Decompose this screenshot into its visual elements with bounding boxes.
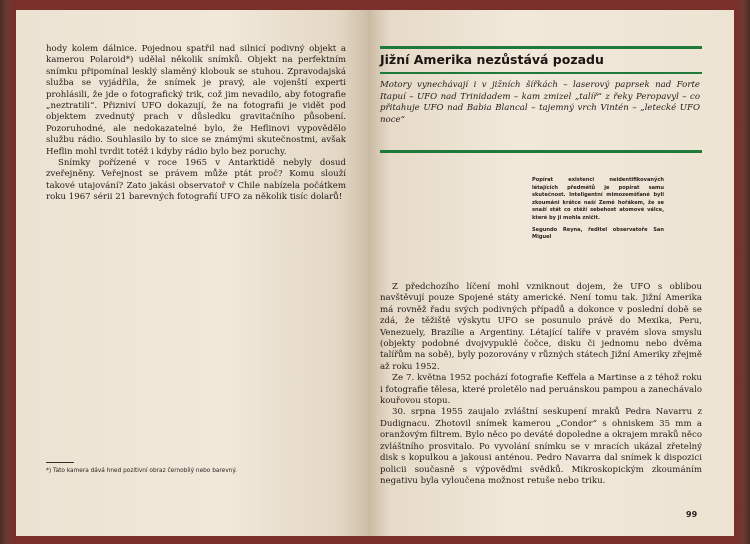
left-paragraph-1: hody kolem dálnice. Pojednou spatřil nad silnicí podivný objekt a kamerou Polaroid*) udělal několik snímků. Objekt na perfektním snímku připomínal lesklý slaměný klobouk se stuhou. Zpravodajská služba se vyjádřila, že snímek je pravý, ale vojenští experti prohlásili, že jde o fotografický trik, což jim nevadilo, aby fotografie „neztratili“. Přizniví UFO dokazují, že na fotografii je vidět pod objektem zvednutý prach v důsledku gravitačního působení. Pozoruhodné, ale nedokazatelné bylo, že Heflinovi vypovědělo službu rádio. Souhlasilo by to sice se známými skutečnostmi, avšak Heflin mohl tvrdit totéž i kdyby rádio bylo bez poruchy. xyxy=(46,44,346,157)
footnote: *) Tato kamera dává hned pozitivní obraz černobílý nebo barevný. xyxy=(46,468,237,474)
footnote-divider xyxy=(46,462,74,463)
page-number: 99 xyxy=(686,510,698,519)
right-paragraph-3: 30. srpna 1955 zaujalo zvláštní seskupení mraků Pedra Navarru z Dudignacu. Zhotovil snímek kamerou „Condor“ s ohniskem 35 mm a oranžovým filtrem. Bylo něco po deváté dopoledne a okrajem mraků něco zvláštního prosvitalo. Po vyvolání snímku se v mracích ukázal zřetelný disk s kopulkou a jakousi anténou. Pedro Navarra dal snímek k dispozici policii současně s výpověďmi svědků. Mikroskopickým zkoumáním negativu byla vyloučena možnost retuše nebo triku. xyxy=(380,407,702,486)
right-paragraph-2: Ze 7. května 1952 pochází fotografie Keffela a Martinse a z téhož roku i fotografie tělesa, které proletělo nad peruánskou pampou a zanechávalo kouřovou stopu. xyxy=(380,373,702,407)
epigraph xyxy=(532,177,664,242)
right-body-text xyxy=(380,282,702,487)
right-page xyxy=(368,10,734,536)
left-body-text xyxy=(46,44,346,204)
left-page xyxy=(16,10,368,536)
top-green-rule xyxy=(380,46,702,49)
epigraph-text: Popírat existenci neidentifikovaných létajících předmětů je popírat samu skutečnost. Inteligentní mimozemšťané byli zkoumáni krátce naší Země hořákem, že se snaží stát co stěží sebehost atomové válce, které by ji mohla zničit. xyxy=(532,177,664,221)
bottom-green-rule xyxy=(380,150,702,153)
right-paragraph-1: Z předchozího líčení mohl vzniknout dojem, že UFO s oblibou navštěvují pouze Spojené státy americké. Není tomu tak. Jižní Amerika má rovněž řadu svých podivných případů a dokonce v poslední době se zdá, že těžiště výskytu UFO se posunulo právě do Mexika, Peru, Venezuely, Brazílie a Argentiny. Létající talíře v pravém slova smyslu (objekty podobné dvojvypuklé čočce, disku či jednomu nebo dvěma talířům na sobě), byly pozorovány v různých státech Jižní Ameriky zřejmě až roku 1952. xyxy=(380,282,702,372)
epigraph-author: Segundo Reyna, ředitel observatoře San Miguel xyxy=(532,226,664,241)
chapter-subtitle: Motory vynechávají i v jižních šířkách – laserový paprsek nad Forte Itapuí – UFO nad Trinidadem – kam zmizel „talíř“ z řeky Peropavyl – co přitahuje UFO nad Babia Blancal – tajemný vrch Vintén – „letecké UFO noce“ xyxy=(380,80,700,125)
chapter-title: Jižní Amerika nezůstává pozadu xyxy=(380,52,604,67)
title-green-rule xyxy=(380,72,702,74)
left-paragraph-2: Snímky pořízené v roce 1965 v Antarktidě nebyly dosud zveřejněny. Veřejnost se právem může ptát proč? Komu slouží takové utajování? Zato jakási observatoř v Chile nabízela počátkem roku 1967 sérii 21 barevných fotografií UFO za několik tisíc dolarů! xyxy=(46,158,346,203)
